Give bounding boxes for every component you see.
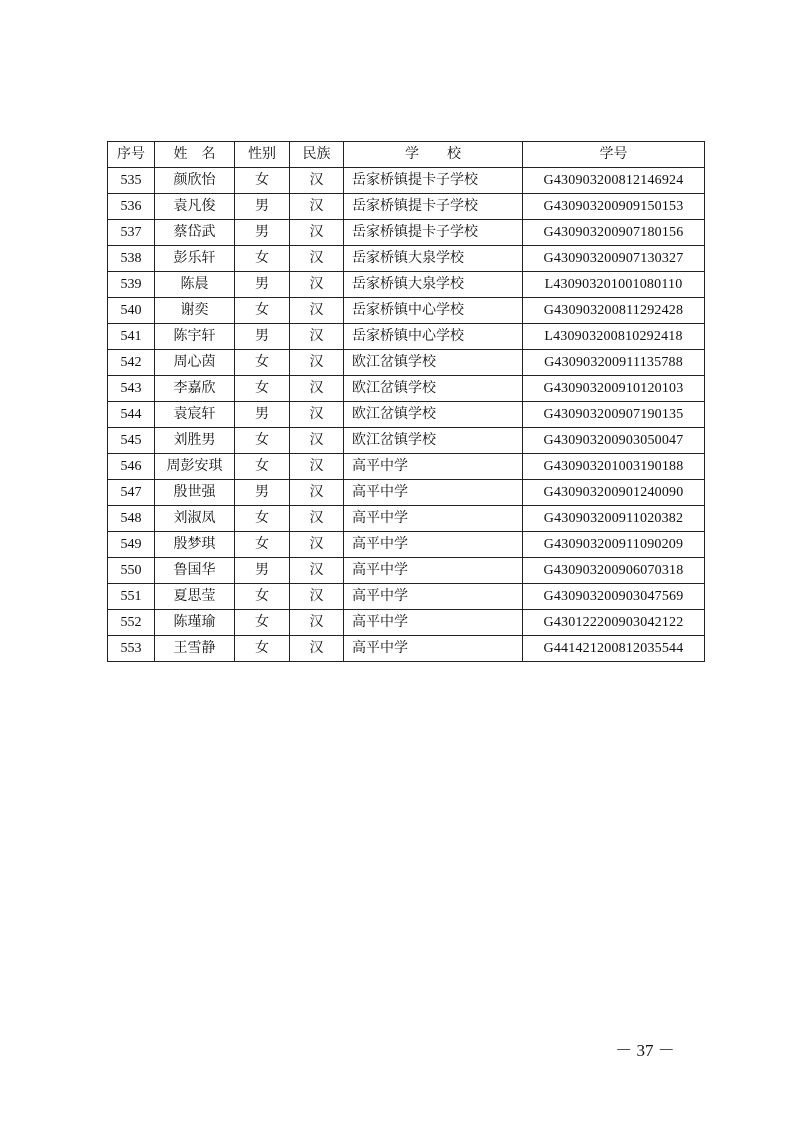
cell-seq: 539 — [108, 272, 155, 298]
table-row — [108, 506, 705, 532]
cell-student-id: G430903200812146924 — [523, 168, 705, 194]
cell-seq: 552 — [108, 610, 155, 636]
cell-student-id: G430903200906070318 — [523, 558, 705, 584]
cell-student-id: G430903200907190135 — [523, 402, 705, 428]
cell-gender: 女 — [235, 610, 290, 636]
table-row — [108, 584, 705, 610]
cell-name: 殷世强 — [155, 480, 235, 506]
cell-school: 高平中学 — [344, 610, 523, 636]
table-row — [108, 298, 705, 324]
cell-name: 袁宸轩 — [155, 402, 235, 428]
cell-ethnicity: 汉 — [290, 324, 344, 350]
cell-school: 岳家桥镇提卡子学校 — [344, 194, 523, 220]
table-row — [108, 168, 705, 194]
cell-ethnicity: 汉 — [290, 480, 344, 506]
cell-ethnicity: 汉 — [290, 636, 344, 662]
cell-seq: 536 — [108, 194, 155, 220]
cell-ethnicity: 汉 — [290, 272, 344, 298]
cell-gender: 女 — [235, 298, 290, 324]
table-row — [108, 220, 705, 246]
cell-name: 刘胜男 — [155, 428, 235, 454]
cell-name: 刘淑凤 — [155, 506, 235, 532]
cell-seq: 544 — [108, 402, 155, 428]
cell-seq: 546 — [108, 454, 155, 480]
cell-ethnicity: 汉 — [290, 246, 344, 272]
cell-gender: 女 — [235, 584, 290, 610]
cell-ethnicity: 汉 — [290, 350, 344, 376]
cell-name: 周彭安琪 — [155, 454, 235, 480]
table-row — [108, 610, 705, 636]
table-row — [108, 350, 705, 376]
cell-student-id: G430903200903050047 — [523, 428, 705, 454]
cell-school: 欧江岔镇学校 — [344, 402, 523, 428]
header-ethnicity: 民族 — [290, 142, 344, 168]
cell-gender: 男 — [235, 194, 290, 220]
cell-student-id: G430903200911020382 — [523, 506, 705, 532]
cell-school: 岳家桥镇大泉学校 — [344, 246, 523, 272]
cell-name: 鲁国华 — [155, 558, 235, 584]
cell-seq: 548 — [108, 506, 155, 532]
cell-student-id: G430903200901240090 — [523, 480, 705, 506]
cell-gender: 女 — [235, 246, 290, 272]
cell-seq: 551 — [108, 584, 155, 610]
header-seq: 序号 — [108, 142, 155, 168]
cell-gender: 男 — [235, 480, 290, 506]
cell-seq: 542 — [108, 350, 155, 376]
cell-school: 岳家桥镇大泉学校 — [344, 272, 523, 298]
cell-seq: 535 — [108, 168, 155, 194]
cell-school: 高平中学 — [344, 454, 523, 480]
cell-name: 陈瑾瑜 — [155, 610, 235, 636]
cell-name: 彭乐轩 — [155, 246, 235, 272]
table-row — [108, 376, 705, 402]
cell-gender: 女 — [235, 636, 290, 662]
cell-name: 颜欣怡 — [155, 168, 235, 194]
cell-name: 陈宇轩 — [155, 324, 235, 350]
cell-name: 陈晨 — [155, 272, 235, 298]
table-row — [108, 454, 705, 480]
cell-ethnicity: 汉 — [290, 298, 344, 324]
table-row — [108, 402, 705, 428]
cell-gender: 女 — [235, 168, 290, 194]
cell-school: 欧江岔镇学校 — [344, 350, 523, 376]
table-row — [108, 532, 705, 558]
table-row — [108, 558, 705, 584]
cell-student-id: G430903200910120103 — [523, 376, 705, 402]
cell-seq: 547 — [108, 480, 155, 506]
cell-gender: 女 — [235, 428, 290, 454]
cell-school: 高平中学 — [344, 506, 523, 532]
cell-student-id: G430903200907180156 — [523, 220, 705, 246]
cell-student-id: G441421200812035544 — [523, 636, 705, 662]
cell-school: 高平中学 — [344, 584, 523, 610]
cell-student-id: G430903200903047569 — [523, 584, 705, 610]
cell-school: 欧江岔镇学校 — [344, 428, 523, 454]
cell-seq: 540 — [108, 298, 155, 324]
student-roster-table — [107, 141, 705, 662]
table-row — [108, 246, 705, 272]
cell-gender: 男 — [235, 272, 290, 298]
table-row — [108, 272, 705, 298]
cell-name: 夏思莹 — [155, 584, 235, 610]
cell-student-id: G430903201003190188 — [523, 454, 705, 480]
cell-seq: 549 — [108, 532, 155, 558]
cell-ethnicity: 汉 — [290, 428, 344, 454]
cell-school: 岳家桥镇中心学校 — [344, 298, 523, 324]
cell-ethnicity: 汉 — [290, 168, 344, 194]
cell-ethnicity: 汉 — [290, 558, 344, 584]
cell-name: 王雪静 — [155, 636, 235, 662]
cell-seq: 538 — [108, 246, 155, 272]
cell-ethnicity: 汉 — [290, 506, 344, 532]
cell-school: 高平中学 — [344, 558, 523, 584]
table-body — [108, 168, 705, 662]
cell-gender: 女 — [235, 376, 290, 402]
cell-student-id: G430903200907130327 — [523, 246, 705, 272]
header-name: 姓 名 — [155, 142, 235, 168]
cell-student-id: L430903200810292418 — [523, 324, 705, 350]
cell-seq: 553 — [108, 636, 155, 662]
cell-name: 李嘉欣 — [155, 376, 235, 402]
table-row — [108, 194, 705, 220]
cell-school: 岳家桥镇提卡子学校 — [344, 220, 523, 246]
cell-school: 岳家桥镇中心学校 — [344, 324, 523, 350]
cell-name: 蔡岱武 — [155, 220, 235, 246]
cell-ethnicity: 汉 — [290, 376, 344, 402]
header-row — [108, 142, 705, 168]
cell-school: 高平中学 — [344, 480, 523, 506]
cell-name: 袁凡俊 — [155, 194, 235, 220]
cell-gender: 女 — [235, 506, 290, 532]
page-number: － 37 － — [615, 1041, 675, 1060]
cell-ethnicity: 汉 — [290, 402, 344, 428]
cell-gender: 女 — [235, 532, 290, 558]
cell-gender: 男 — [235, 402, 290, 428]
cell-student-id: L430903201001080110 — [523, 272, 705, 298]
table-row — [108, 636, 705, 662]
table-row — [108, 480, 705, 506]
table-row — [108, 324, 705, 350]
cell-ethnicity: 汉 — [290, 454, 344, 480]
cell-student-id: G430903200811292428 — [523, 298, 705, 324]
cell-seq: 545 — [108, 428, 155, 454]
cell-ethnicity: 汉 — [290, 584, 344, 610]
cell-school: 高平中学 — [344, 636, 523, 662]
cell-gender: 女 — [235, 454, 290, 480]
cell-ethnicity: 汉 — [290, 194, 344, 220]
cell-seq: 541 — [108, 324, 155, 350]
cell-name: 殷梦琪 — [155, 532, 235, 558]
cell-seq: 543 — [108, 376, 155, 402]
cell-seq: 537 — [108, 220, 155, 246]
header-school: 学 校 — [344, 142, 523, 168]
cell-gender: 女 — [235, 350, 290, 376]
cell-name: 谢奕 — [155, 298, 235, 324]
cell-ethnicity: 汉 — [290, 532, 344, 558]
cell-student-id: G430903200911135788 — [523, 350, 705, 376]
cell-school: 欧江岔镇学校 — [344, 376, 523, 402]
header-student-id: 学号 — [523, 142, 705, 168]
table-header — [108, 142, 705, 168]
cell-school: 高平中学 — [344, 532, 523, 558]
cell-name: 周心茵 — [155, 350, 235, 376]
cell-student-id: G430903200911090209 — [523, 532, 705, 558]
table-row — [108, 428, 705, 454]
cell-school: 岳家桥镇提卡子学校 — [344, 168, 523, 194]
cell-gender: 男 — [235, 220, 290, 246]
cell-student-id: G430122200903042122 — [523, 610, 705, 636]
cell-seq: 550 — [108, 558, 155, 584]
cell-student-id: G430903200909150153 — [523, 194, 705, 220]
header-gender: 性别 — [235, 142, 290, 168]
cell-gender: 男 — [235, 324, 290, 350]
cell-ethnicity: 汉 — [290, 610, 344, 636]
cell-gender: 男 — [235, 558, 290, 584]
cell-ethnicity: 汉 — [290, 220, 344, 246]
